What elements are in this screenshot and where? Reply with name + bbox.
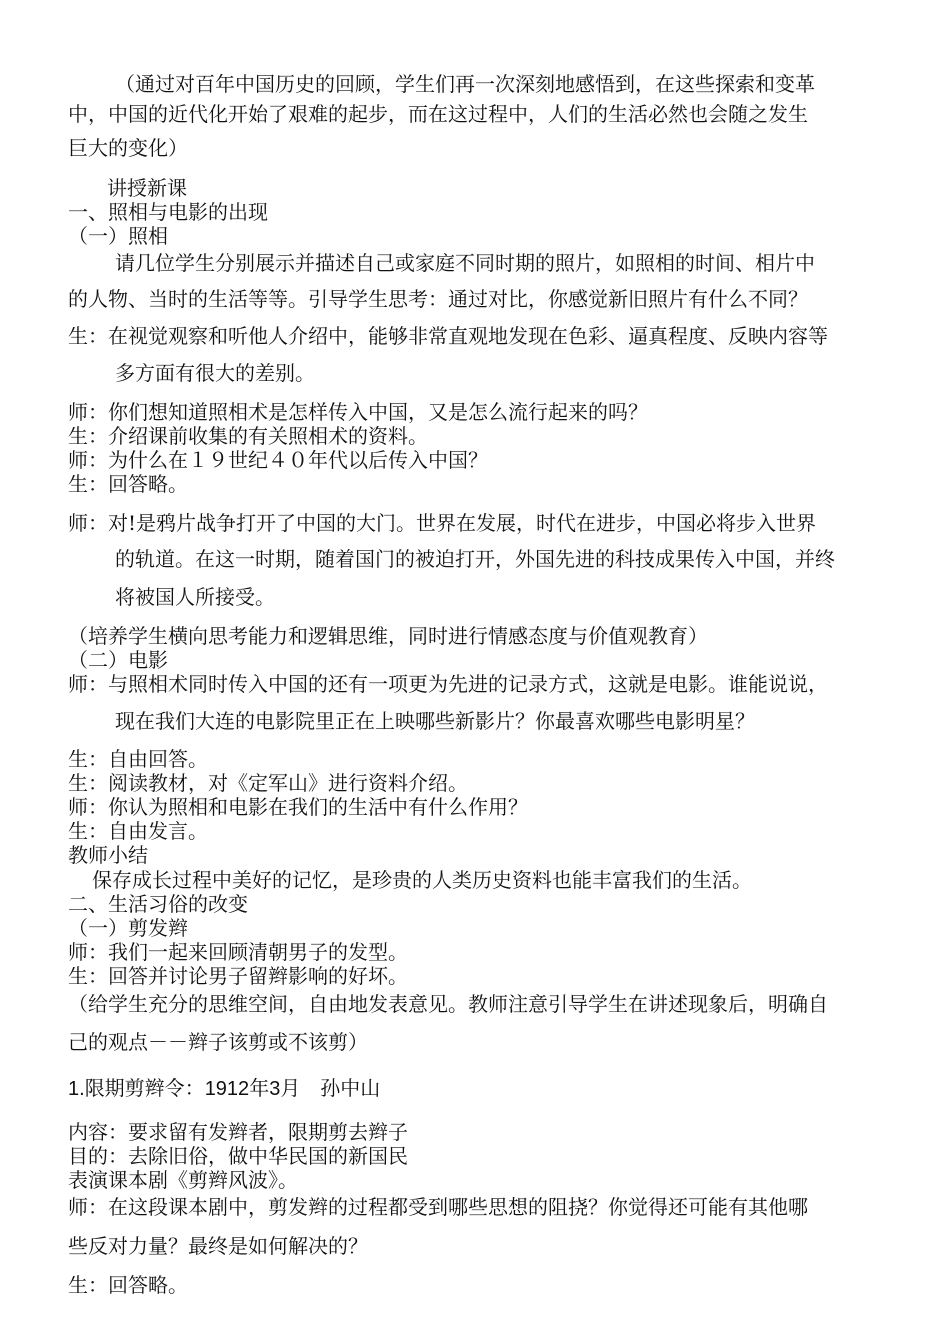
note-2-line-1: （给学生充分的思维空间，自由地发表意见。教师注意引导学生在讲述现象后，明确自 [68,992,828,1016]
section2-sub1: （一）剪发辫 [68,916,188,940]
teacher-line-3: 师：对!是鸦片战争打开了中国的大门。世界在发展，时代在进步，中国必将步入世界 [68,511,817,535]
para1-line-1: 请几位学生分别展示并描述自己或家庭不同时期的照片，如照相的时间、相片中 [115,251,815,275]
teacher-line-6: 师：我们一起来回顾清朝男子的发型。 [68,940,408,964]
teacher-line-4b: 现在我们大连的电影院里正在上映哪些新影片？你最喜欢哪些电影明星？ [115,709,755,733]
section2-title: 二、生活习俗的改变 [68,892,248,916]
decree-year-unit: 年 [249,1076,270,1100]
teacher-line-7: 师：在这段课本剧中，剪发辫的过程都受到哪些思想的阻挠？你觉得还可能有其他哪 [68,1195,808,1219]
new-lesson-heading: 讲授新课 [107,176,187,200]
decree-year: 1912 [204,1078,250,1100]
decree-month: 3 [269,1078,281,1100]
intro-line-2: 中，中国的近代化开始了艰难的起步，而在这过程中，人们的生活必然也会随之发生 [68,102,808,126]
student-line-3: 生：回答略。 [68,472,188,496]
student-line-1: 生：在视觉观察和听他人介绍中，能够非常直观地发现在色彩、逼真程度、反映内容等 [68,324,828,348]
decree-content: 内容：要求留有发辫者，限期剪去辫子 [68,1120,408,1144]
student-line-6: 生：自由发言。 [68,819,208,843]
teacher-line-4: 师：与照相术同时传入中国的还有一项更为先进的记录方式，这就是电影。谁能说说， [68,672,828,696]
student-line-1b: 多方面有很大的差别。 [115,361,315,385]
decree-line [68,1076,380,1101]
teacher-line-2: 师：为什么在１９世纪４０年代以后传入中国？ [68,448,488,472]
teacher-line-3b: 的轨道。在这一时期，随着国门的被迫打开，外国先进的科技成果传入中国，并终 [115,547,835,571]
section1-title: 一、照相与电影的出现 [68,200,268,224]
student-line-4: 生：自由回答。 [68,747,208,771]
intro-line-1: （通过对百年中国历史的回顾，学生们再一次深刻地感悟到，在这些探索和变革 [115,72,815,96]
summary-text: 保存成长过程中美好的记忆，是珍贵的人类历史资料也能丰富我们的生活。 [92,868,752,892]
decree-month-unit: 月 孙中山 [280,1076,381,1100]
student-line-2: 生：介绍课前收集的有关照相术的资料。 [68,424,428,448]
section1-sub2: （二）电影 [68,648,168,672]
note-1: （培养学生横向思考能力和逻辑思维，同时进行情感态度与价值观教育） [68,624,708,648]
decree-number: 1. [68,1078,85,1100]
intro-line-3: 巨大的变化） [68,136,188,160]
teacher-line-1: 师：你们想知道照相术是怎样传入中国，又是怎么流行起来的吗？ [68,400,648,424]
note-2-line-2: 己的观点－－辫子该剪或不该剪） [68,1030,368,1054]
student-line-8: 生：回答略。 [68,1273,188,1297]
teacher-line-5: 师：你认为照相和电影在我们的生活中有什么作用？ [68,795,528,819]
perform-line: 表演课本剧《剪辫风波》。 [68,1168,298,1192]
section1-sub1: （一）照相 [68,224,168,248]
teacher-line-3c: 将被国人所接受。 [115,585,275,609]
student-line-7: 生：回答并讨论男子留辫影响的好坏。 [68,964,408,988]
decree-title: 限期剪辫令： [84,1076,205,1100]
decree-purpose: 目的：去除旧俗，做中华民国的新国民 [68,1144,408,1168]
summary-title: 教师小结 [68,843,148,867]
teacher-line-7b: 些反对力量？最终是如何解决的？ [68,1234,368,1258]
para1-line-2: 的人物、当时的生活等等。引导学生思考：通过对比，你感觉新旧照片有什么不同？ [68,287,808,311]
student-line-5: 生：阅读教材，对《定军山》进行资料介绍。 [68,771,468,795]
